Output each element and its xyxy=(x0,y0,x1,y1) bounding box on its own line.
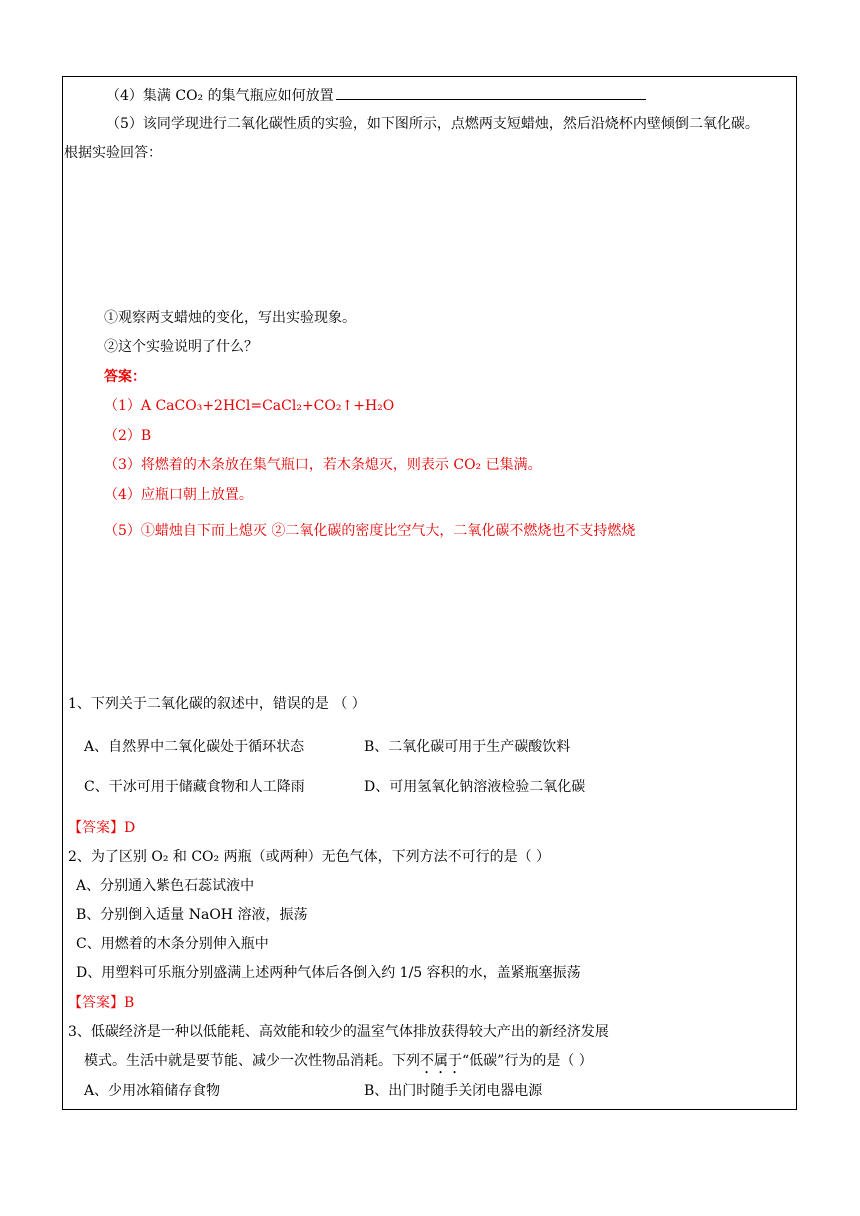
mc1-option-a: A、自然界中二氧化碳处于循环状态 xyxy=(84,739,305,755)
mc2-option-a: A、分别通入紫色石蕊试液中 xyxy=(76,878,255,894)
mc1-option-c: C、干冰可用于储藏食物和人工降雨 xyxy=(84,779,305,795)
emphasis-not: 不属于 xyxy=(420,1053,462,1069)
question-5-sub1: ①观察两支蜡烛的变化，写出实验现象。 xyxy=(104,310,356,326)
mc3-question-line2: 模式。生活中就是要节能、减少一次性物品消耗。下列不属于“低碳”行为的是（ ） xyxy=(84,1053,593,1069)
mc2-option-c: C、用燃着的木条分别伸入瓶中 xyxy=(76,936,269,952)
mc2-question: 2、为了区别 O₂ 和 CO₂ 两瓶（或两种）无色气体，下列方法不可行的是（ ） xyxy=(68,849,551,865)
mc3-question-line1: 3、低碳经济是一种以低能耗、高效能和较少的温室气体排放获得较大产出的新经济发展 xyxy=(68,1024,609,1040)
answer-3: （3）将燃着的木条放在集气瓶口，若木条熄灭，则表示 CO₂ 已集满。 xyxy=(104,457,542,473)
mc2-option-b: B、分别倒入适量 NaOH 溶液，振荡 xyxy=(76,907,308,923)
question-4: （4）集满 CO₂ 的集气瓶应如何放置 xyxy=(106,85,646,106)
answer-4: （4）应瓶口朝上放置。 xyxy=(104,487,253,503)
mc1-option-d: D、可用氢氧化钠溶液检验二氧化碳 xyxy=(364,779,586,795)
mc3-option-a: A、少用冰箱储存食物 xyxy=(84,1083,221,1099)
question-5-line2: 根据实验回答： xyxy=(64,145,162,161)
answer-1: （1）A CaCO₃+2HCl=CaCl₂+CO₂↑+H₂O xyxy=(104,398,395,414)
question-5-sub2: ②这个实验说明了什么？ xyxy=(104,339,258,355)
answer-blank xyxy=(336,85,646,100)
mc1-answer: 【答案】D xyxy=(68,820,136,836)
content-frame xyxy=(62,76,797,1110)
question-5-line1: （5）该同学现进行二氧化碳性质的实验，如下图所示，点燃两支短蜡烛，然后沿烧杯内壁倾倒二氧化碳。 xyxy=(106,116,759,132)
mc3-option-b: B、出门时随手关闭电器电源 xyxy=(364,1083,543,1099)
answer-heading: 答案： xyxy=(104,369,146,385)
mc2-answer: 【答案】B xyxy=(68,995,135,1011)
mc2-option-d: D、用塑料可乐瓶分别盛满上述两种气体后各倒入约 1/5 容积的水，盖紧瓶塞振荡 xyxy=(76,965,581,981)
mc1-question: 1、下列关于二氧化碳的叙述中，错误的是 （ ） xyxy=(68,696,366,712)
answer-2: （2）B xyxy=(104,428,152,444)
answer-5: （5）①蜡烛自下而上熄灭 ②二氧化碳的密度比空气大，二氧化碳不燃烧也不支持燃烧 xyxy=(104,523,636,539)
mc1-option-b: B、二氧化碳可用于生产碳酸饮料 xyxy=(364,739,571,755)
